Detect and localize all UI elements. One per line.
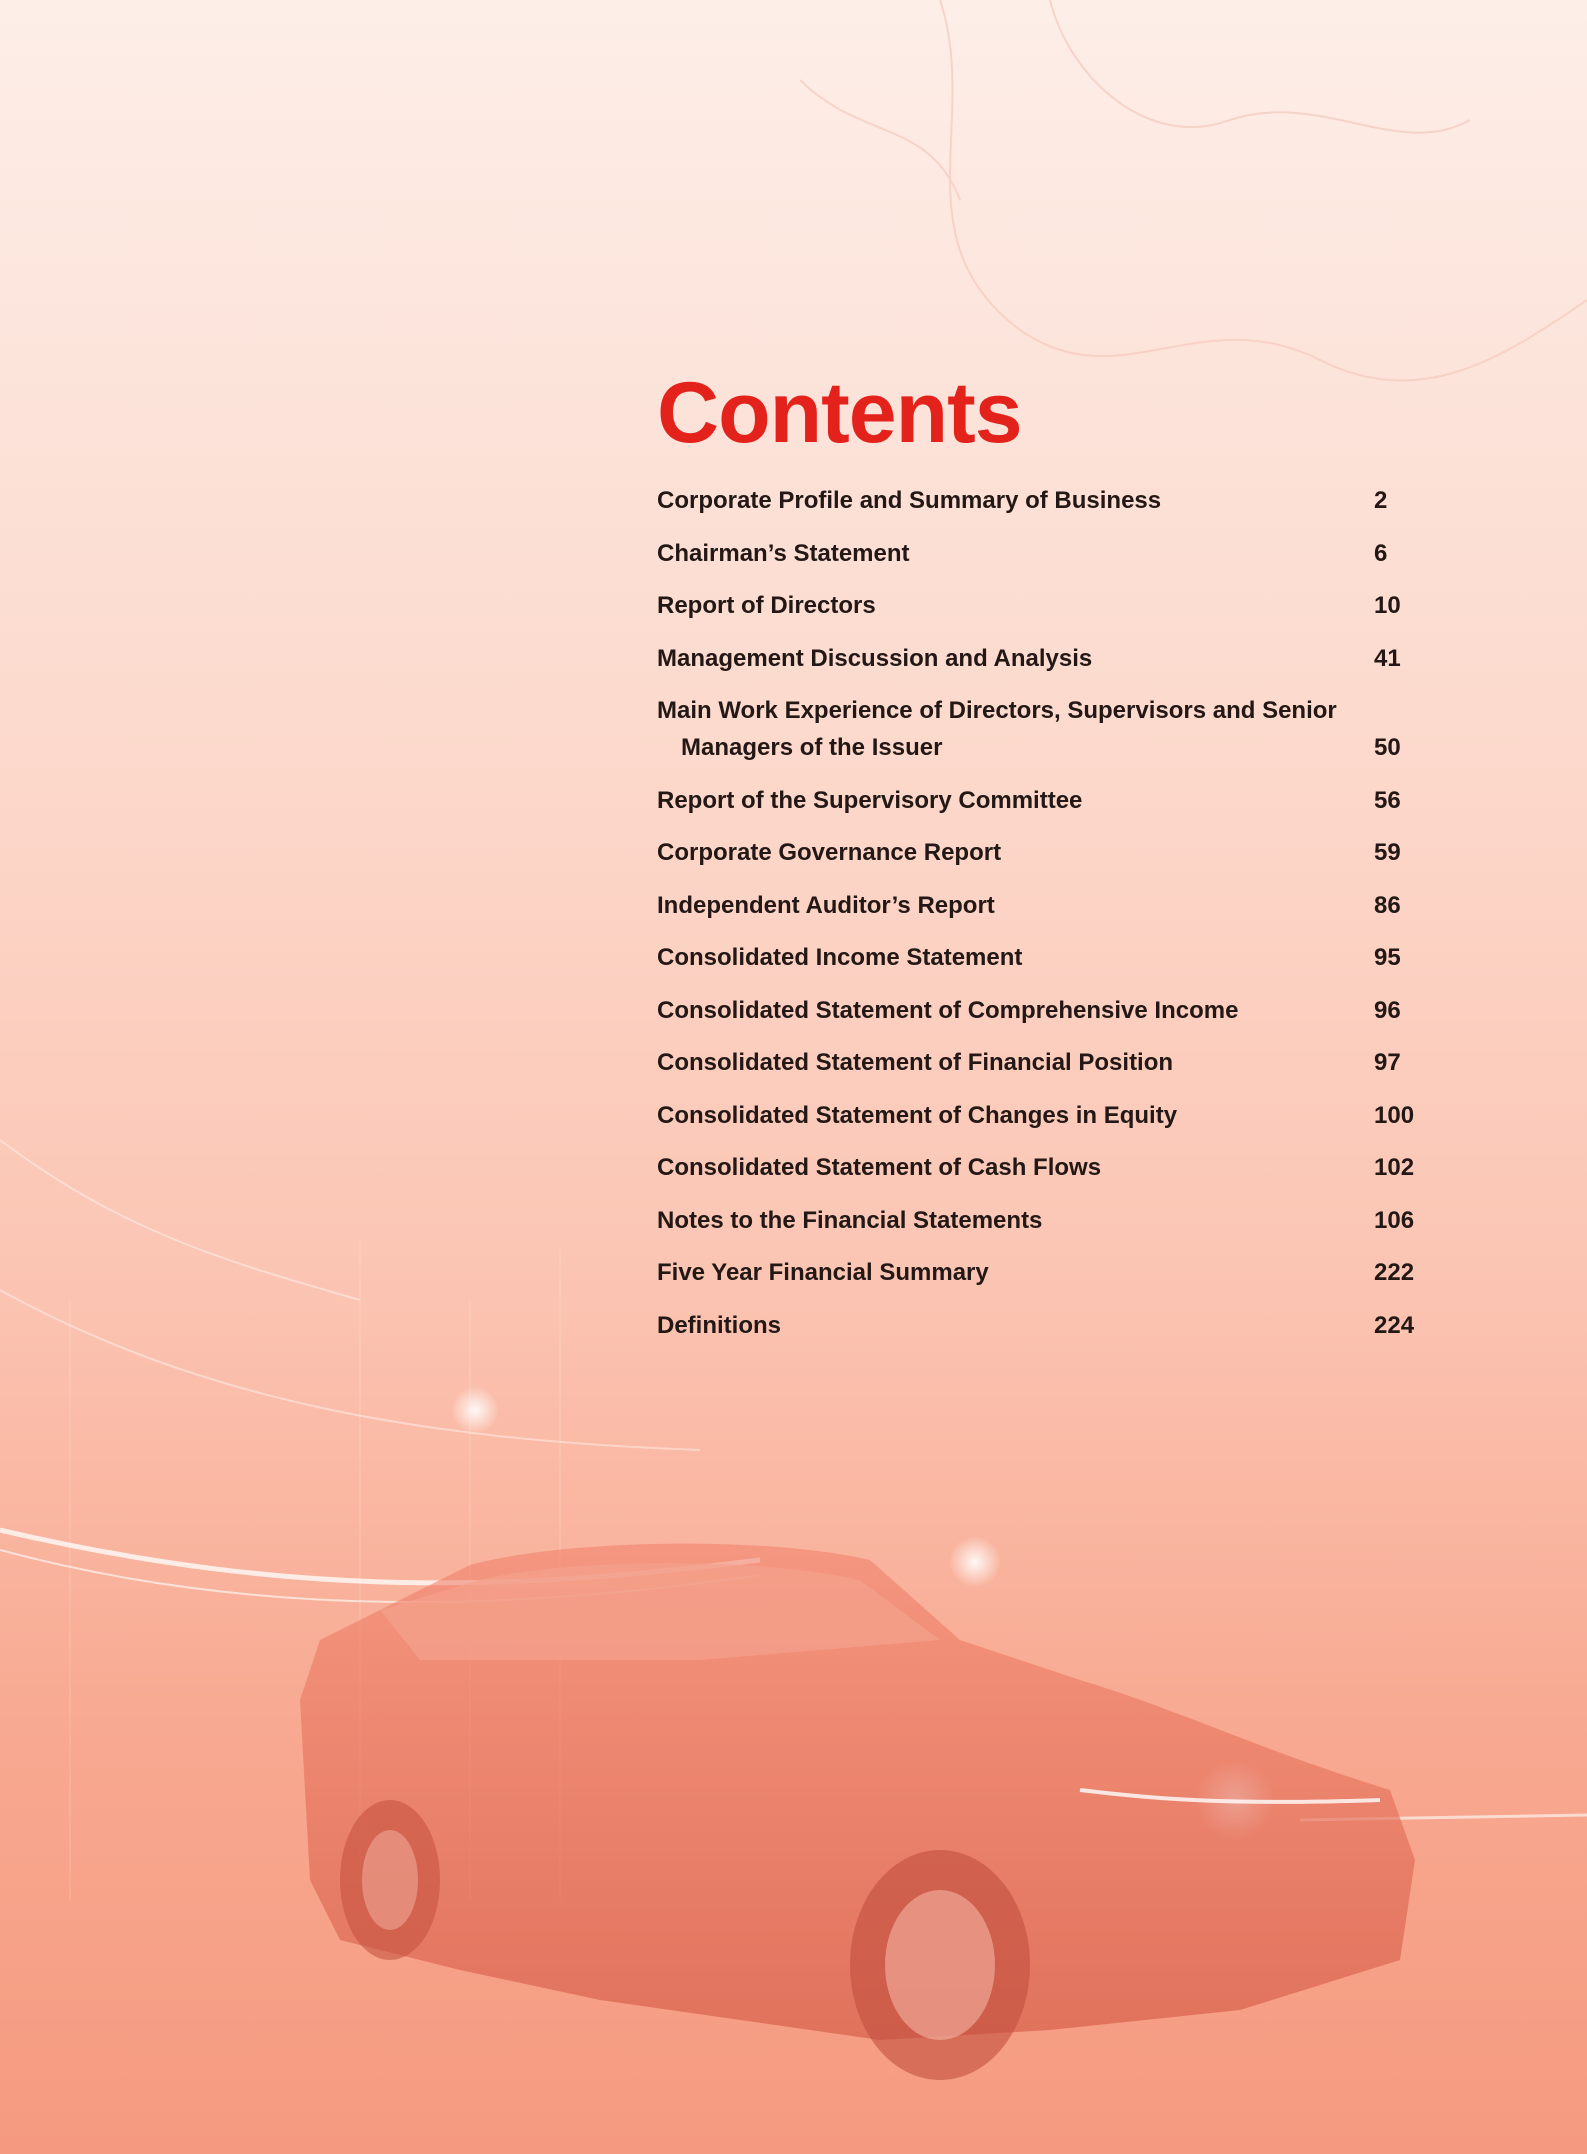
toc-entry-label: Report of the Supervisory Committee	[657, 786, 1083, 814]
toc-entry-label: Chairman’s Statement	[657, 539, 910, 567]
toc-entry[interactable]	[657, 692, 1437, 766]
toc-entry-label: Main Work Experience of Directors, Supervisors and Senior	[657, 697, 1337, 724]
table-of-contents	[657, 482, 1437, 1344]
toc-entry[interactable]	[657, 992, 1437, 1029]
toc-entry-page: 56	[1374, 786, 1401, 814]
toc-entry-page: 6	[1374, 539, 1388, 567]
toc-entry-page: 86	[1374, 891, 1401, 919]
toc-entry[interactable]	[657, 587, 1437, 624]
toc-entry-page: 10	[1374, 592, 1401, 619]
page-title: Contents	[657, 365, 1022, 461]
toc-entry-label: Consolidated Income Statement	[657, 944, 1023, 971]
toc-entry-label: Five Year Financial Summary	[657, 1259, 989, 1286]
toc-entry-label: Consolidated Statement of Comprehensive Income	[657, 996, 1239, 1024]
toc-entry[interactable]	[657, 535, 1437, 572]
toc-entry-page: 50	[1374, 734, 1401, 761]
toc-entry-label: Corporate Profile and Summary of Business	[657, 487, 1162, 514]
toc-entry-page: 224	[1374, 1311, 1415, 1339]
toc-entry[interactable]	[657, 1202, 1437, 1239]
toc-entry-label: Consolidated Statement of Changes in Equity	[657, 1101, 1178, 1129]
toc-entry-page: 97	[1374, 1049, 1401, 1076]
toc-entry-label: Consolidated Statement of Financial Position	[657, 1049, 1174, 1076]
toc-entry-label: Independent Auditor’s Report	[657, 891, 995, 919]
toc-entry[interactable]	[657, 1097, 1437, 1134]
toc-entry-page: 95	[1374, 944, 1401, 971]
toc-entry-label: Corporate Governance Report	[657, 839, 1002, 866]
toc-entry[interactable]	[657, 1254, 1437, 1291]
toc-entry-label: Management Discussion and Analysis	[657, 644, 1093, 672]
toc-entry-page: 2	[1374, 487, 1388, 514]
toc-entry[interactable]	[657, 887, 1437, 924]
toc-entry-label: Consolidated Statement of Cash Flows	[657, 1154, 1102, 1181]
toc-entry-page: 96	[1374, 996, 1401, 1024]
toc-entry-page: 106	[1374, 1206, 1415, 1234]
toc-entry-page: 102	[1374, 1154, 1415, 1181]
toc-entry[interactable]	[657, 1307, 1437, 1344]
toc-entry-page: 100	[1374, 1101, 1415, 1129]
toc-entry-page: 59	[1374, 839, 1401, 866]
toc-entry[interactable]	[657, 834, 1437, 871]
contents-section	[657, 365, 1437, 1359]
toc-entry-label-continued: Managers of the Issuer	[681, 734, 943, 761]
toc-entry-label: Notes to the Financial Statements	[657, 1206, 1043, 1234]
car-silhouette	[300, 1544, 1415, 2080]
toc-entry[interactable]	[657, 939, 1437, 976]
toc-entry-label: Definitions	[657, 1311, 781, 1339]
toc-entry[interactable]	[657, 640, 1437, 677]
toc-entry[interactable]	[657, 482, 1437, 519]
toc-entry[interactable]	[657, 1044, 1437, 1081]
toc-entry-page: 41	[1374, 644, 1401, 672]
toc-entry[interactable]	[657, 1149, 1437, 1186]
toc-entry[interactable]	[657, 782, 1437, 819]
toc-entry-label: Report of Directors	[657, 592, 876, 619]
toc-entry-page: 222	[1374, 1259, 1415, 1286]
